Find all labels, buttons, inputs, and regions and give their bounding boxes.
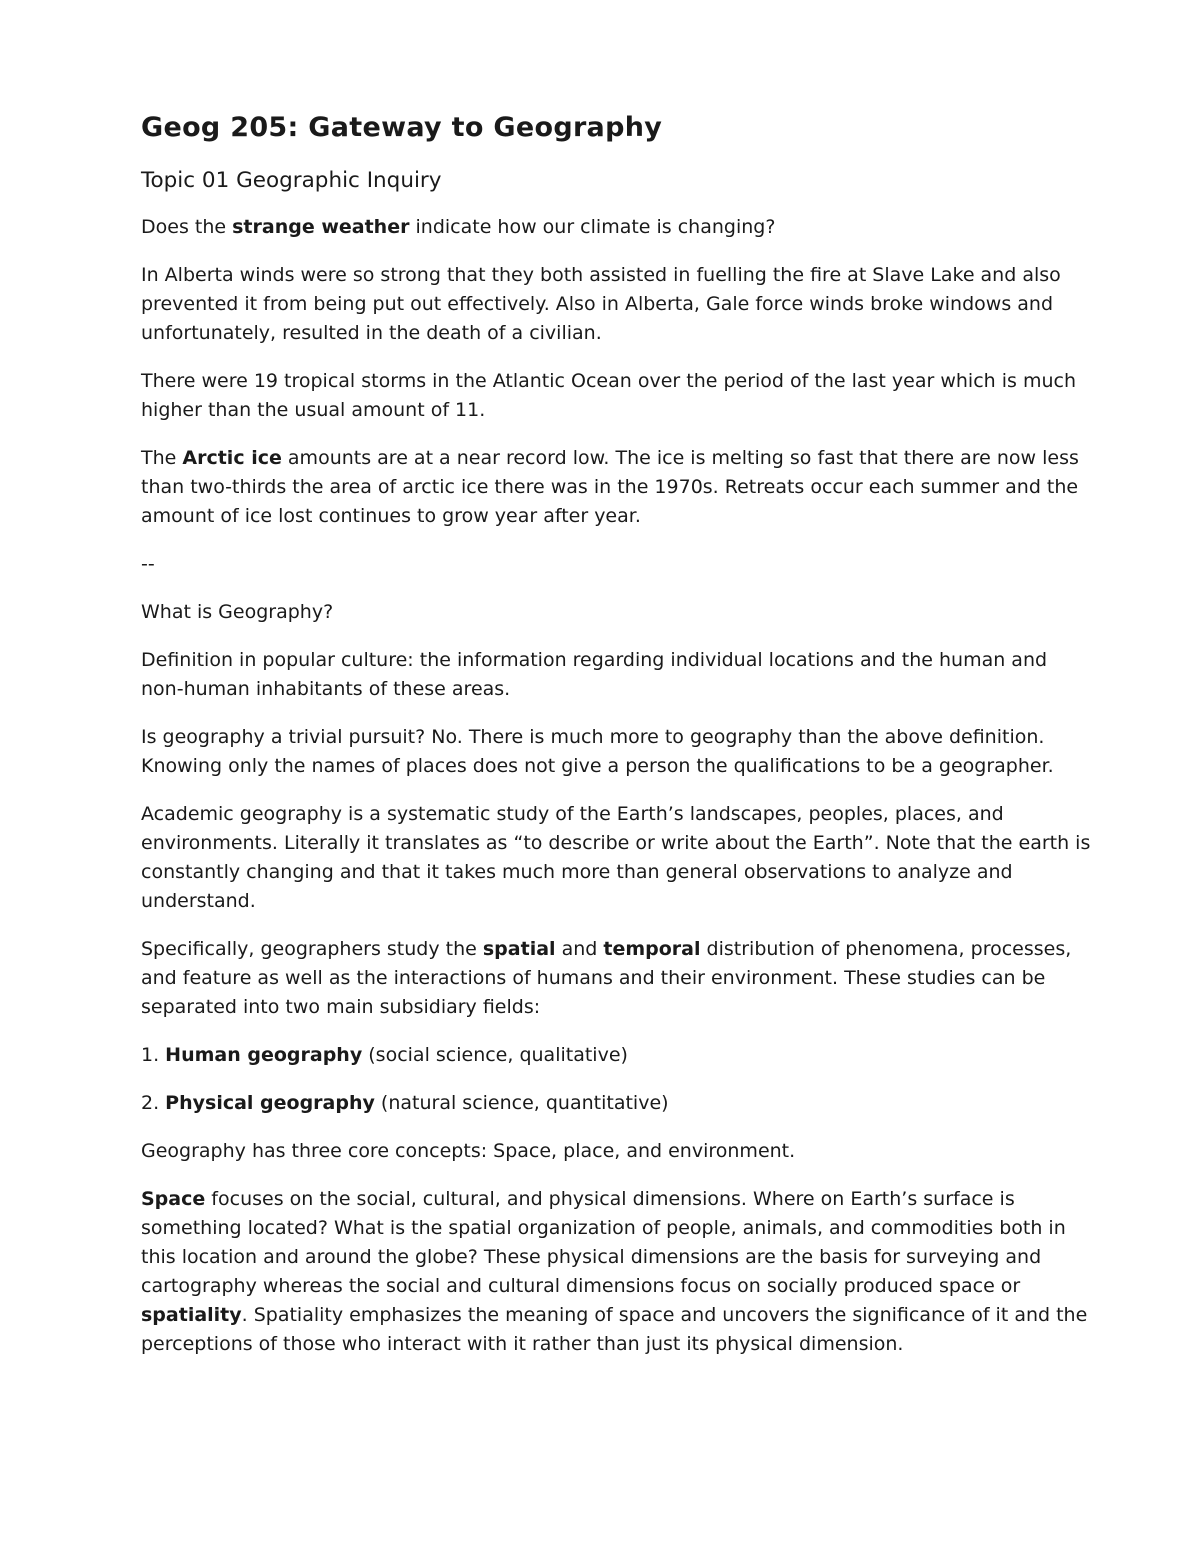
bold-term: Space [141, 1188, 206, 1210]
bold-term: Physical geography [165, 1092, 375, 1114]
document-title: Geog 205: Gateway to Geography [141, 112, 663, 143]
bold-term: Human geography [165, 1044, 363, 1066]
paragraph-tropical-storms: There were 19 tropical storms in the Atlantic Ocean over the period of the last year which is much higher than the usual amount of 11. [141, 370, 1076, 421]
paragraph-alberta-winds: In Alberta winds were so strong that they both assisted in fuelling the fire at Slave Lake and also prevented it from being put out effectively. Also in Alberta, Gale force winds broke windows and unfortunately, resulted in the death of a civilian. [141, 264, 1061, 344]
document-page [141, 108, 1091, 1378]
bold-term: strange weather [232, 216, 410, 238]
bold-term: spatial [482, 938, 556, 960]
paragraph-popular-definition: Definition in popular culture: the information regarding individual locations and the human and non-human inhabitants of these areas. [141, 649, 1048, 700]
list-item-human-geography: 1. Human geography (social science, qualitative) [141, 1044, 628, 1066]
paragraph-academic-geography: Academic geography is a systematic study of the Earth’s landscapes, peoples, places, and environments. Literally it translates as “to describe or write about the Earth”. Note that the earth is constantly changing and that it takes much more than general observations to analyze and understand. [141, 803, 1091, 912]
separator: -- [141, 553, 155, 575]
paragraph-strange-weather: Does the strange weather indicate how our climate is changing? [141, 216, 776, 238]
paragraph-what-is-geography: What is Geography? [141, 601, 334, 623]
bold-term: Arctic ice [182, 447, 282, 469]
list-item-physical-geography: 2. Physical geography (natural science, quantitative) [141, 1092, 669, 1114]
paragraph-core-concepts: Geography has three core concepts: Space, place, and environment. [141, 1140, 796, 1162]
paragraph-trivial-pursuit: Is geography a trivial pursuit? No. There is much more to geography than the above definition. Knowing only the names of places does not give a person the qualifications to be a geographer. [141, 726, 1054, 777]
document-subtitle: Topic 01 Geographic Inquiry [141, 168, 442, 193]
paragraph-space: Space focuses on the social, cultural, and physical dimensions. Where on Earth’s surface is something located? What is the spatial organization of people, animals, and commodities both in this location and around the globe? These physical dimensions are the basis for surveying and cartography whereas the social and cultural dimensions focus on socially produced space or spatiality. Spatiality emphasizes the meaning of space and uncovers the significance of it and the perceptions of those who interact with it rather than just its physical dimension. [141, 1188, 1088, 1355]
bold-term: spatiality [141, 1304, 242, 1326]
paragraph-arctic-ice: The Arctic ice amounts are at a near record low. The ice is melting so fast that there are now less than two-thirds the area of arctic ice there was in the 1970s. Retreats occur each summer and the amount of ice lost continues to grow year after year. [141, 447, 1079, 527]
paragraph-spatial-temporal: Specifically, geographers study the spatial and temporal distribution of phenomena, processes, and feature as well as the interactions of humans and their environment. These studies can be separated into two main subsidiary fields: [141, 938, 1072, 1018]
bold-term: temporal [603, 938, 701, 960]
